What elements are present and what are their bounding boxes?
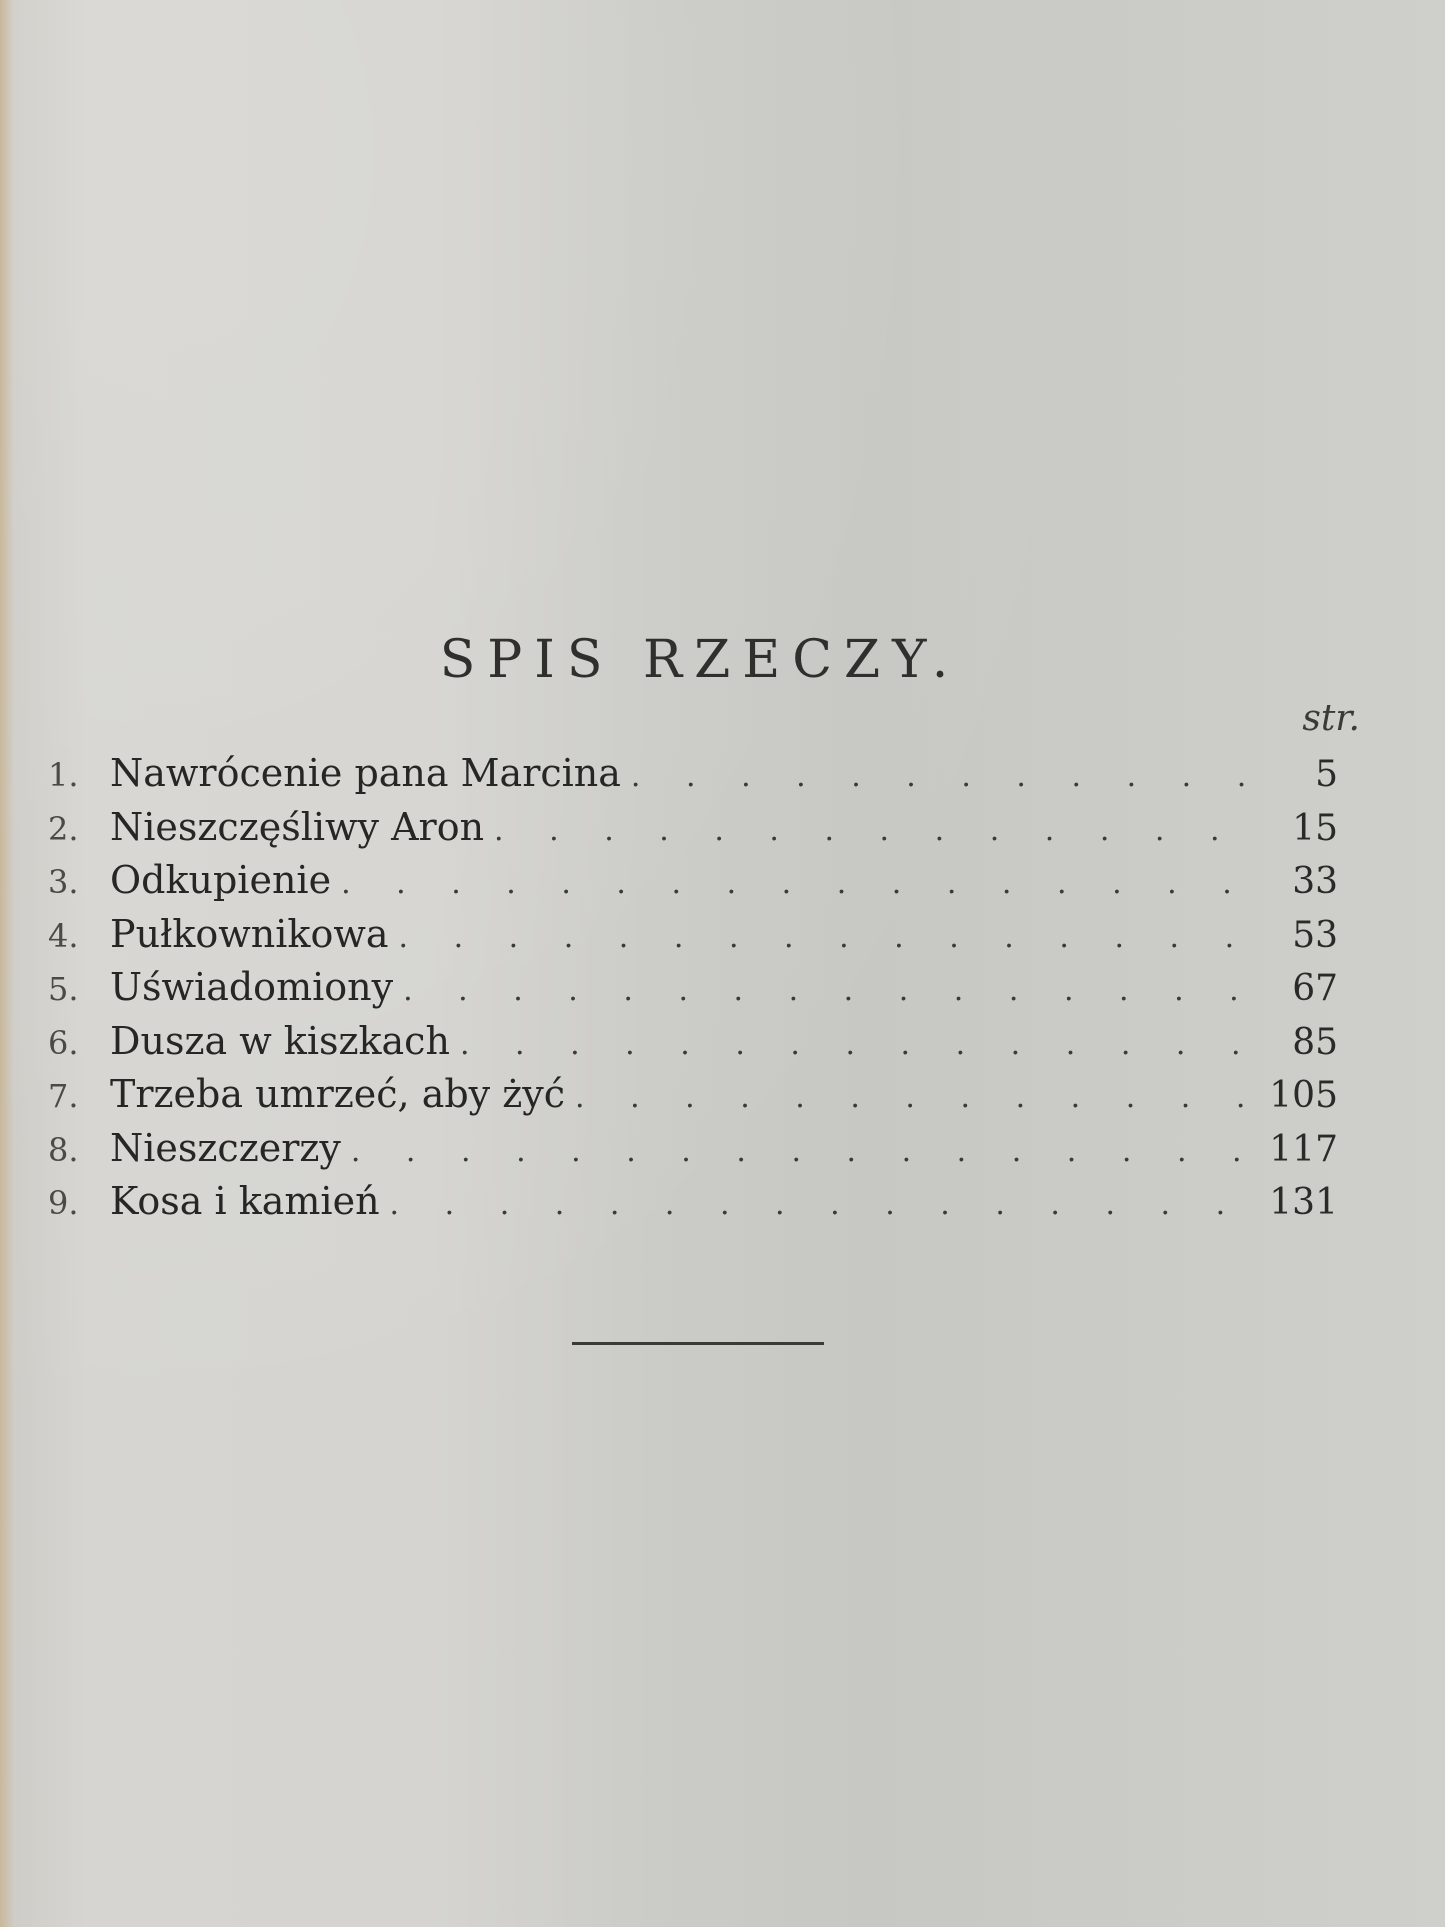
table-of-contents — [48, 747, 1338, 1229]
toc-entry-6 — [48, 1015, 1338, 1069]
entry-page: 67 — [1292, 968, 1338, 1009]
entry-title: Pułkownikowa — [110, 911, 389, 956]
dot-leader — [631, 750, 1246, 803]
entry-page: 33 — [1292, 861, 1338, 902]
toc-entry-8 — [48, 1122, 1338, 1176]
dot-leader — [351, 1125, 1246, 1178]
entry-title: Odkupienie — [110, 858, 332, 902]
page-title: SPIS RZECZY. — [439, 630, 961, 690]
toc-entry-2 — [48, 801, 1338, 855]
entry-page: 131 — [1269, 1182, 1338, 1223]
dot-leader — [494, 804, 1246, 857]
toc-entry-4 — [48, 908, 1338, 962]
entry-title: Nieszczerzy — [110, 1125, 341, 1170]
entry-number: 6. — [48, 1023, 79, 1062]
page-column-label: str. — [1302, 698, 1360, 739]
entry-title: Dusza w kiszkach — [110, 1018, 450, 1063]
entry-title: Uświadomiony — [110, 965, 394, 1009]
dot-leader — [403, 964, 1246, 1017]
entry-number: 2. — [48, 809, 79, 848]
toc-entry-1 — [48, 747, 1338, 801]
entry-page: 117 — [1269, 1128, 1338, 1170]
page-edge — [0, 0, 14, 1927]
entry-title: Kosa i kamień — [110, 1179, 380, 1223]
entry-page: 105 — [1269, 1075, 1338, 1116]
entry-title: Nieszczęśliwy Aron — [110, 804, 485, 849]
toc-entry-5 — [48, 961, 1338, 1015]
horizontal-rule — [572, 1342, 824, 1345]
entry-page: 5 — [1315, 754, 1338, 795]
entry-number: 1. — [48, 756, 79, 794]
dot-leader — [390, 1178, 1246, 1231]
dot-leader — [341, 857, 1246, 910]
entry-page: 53 — [1292, 914, 1338, 956]
entry-number: 9. — [48, 1184, 79, 1222]
toc-entry-3 — [48, 854, 1338, 908]
entry-title: Trzeba umrzeć, aby żyć — [110, 1072, 565, 1116]
entry-number: 5. — [48, 970, 79, 1008]
entry-number: 4. — [48, 916, 79, 955]
entry-number: 8. — [48, 1130, 79, 1169]
dot-leader — [575, 1071, 1246, 1124]
entry-number: 3. — [48, 863, 79, 901]
toc-entry-9 — [48, 1175, 1338, 1229]
entry-page: 15 — [1292, 807, 1338, 849]
dot-leader — [399, 911, 1246, 964]
dot-leader — [460, 1018, 1246, 1071]
toc-entry-7 — [48, 1068, 1338, 1122]
entry-page: 85 — [1292, 1021, 1338, 1063]
entry-number: 7. — [48, 1077, 79, 1115]
entry-title: Nawrócenie pana Marcina — [110, 751, 621, 795]
